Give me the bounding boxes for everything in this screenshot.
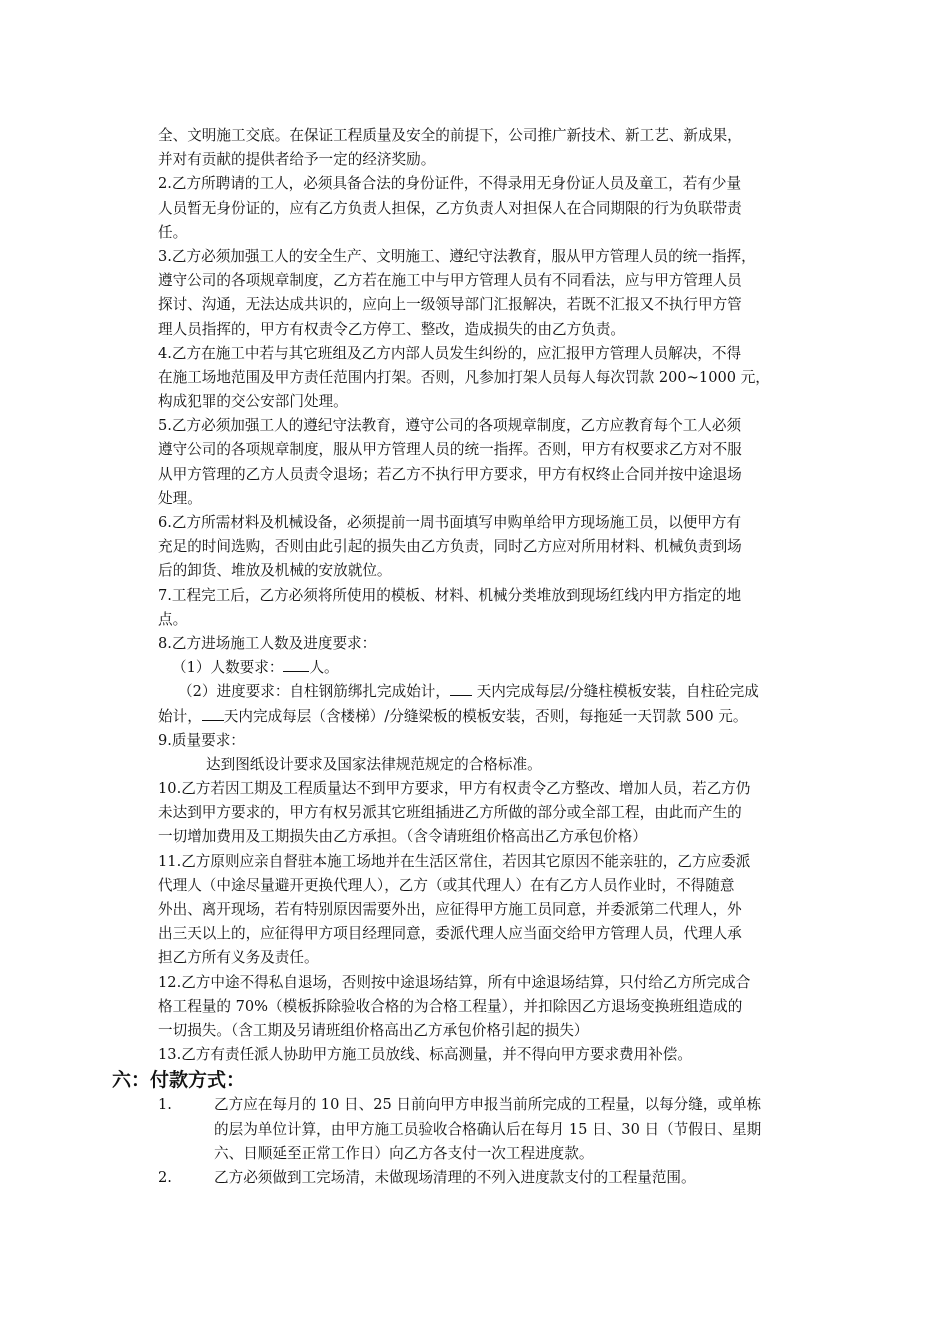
contract-clauses-part2 [158, 777, 838, 1067]
progress-requirement-line1 [158, 680, 838, 704]
paragraph-line: 13.乙方有责任派人协助甲方施工员放线、标高测量，并不得向甲方要求费用补偿。 [158, 1046, 692, 1064]
payment-item-number: 1. [158, 1096, 172, 1114]
paragraph-line: 充足的时间选购，否则由此引起的损失由乙方负责，同时乙方应对所用材料、机械负责到场 [158, 538, 742, 556]
paragraph-line: 点。 [158, 610, 188, 628]
payment-item-number: 2. [158, 1168, 172, 1186]
people-blank [283, 656, 309, 672]
people-requirement-label: （1）人数要求： [172, 659, 284, 677]
progress-requirement-prefix-2: 始计， [158, 707, 202, 725]
paragraph-line: 遵守公司的各项规章制度，服从甲方管理人员的统一指挥。否则，甲方有权要求乙方对不服 [158, 441, 742, 459]
paragraph-line: 一切增加费用及工期损失由乙方承担。（含令请班组价格高出乙方承包价格） [158, 828, 647, 846]
paragraph-line: 任。 [158, 223, 188, 241]
payment-item-line: 的层为单位计算，由甲方施工员验收合格确认后在每月 15 日、30 日（节假日、星期 [214, 1120, 762, 1138]
progress-requirement-line2 [158, 705, 838, 729]
section-title-payment: 六：付款方式： [112, 1069, 246, 1092]
paragraph-line: 从甲方管理的乙方人员责令退场；若乙方不执行甲方要求，甲方有权终止合同并按中途退场 [158, 465, 742, 483]
payment-item-line: 乙方应在每月的 10 日、25 日前向甲方申报当前所完成的工程量，以每分缝，或单栋 [214, 1096, 762, 1114]
payment-item [158, 1093, 838, 1166]
quality-standard: 达到图纸设计要求及国家法律规范规定的合格标准。 [206, 755, 542, 773]
paragraph-line: 8.乙方进场施工人数及进度要求： [158, 634, 377, 652]
paragraph-line: 出三天以上的，应征得甲方项目经理同意，委派代理人应当面交给甲方管理人员，代理人承 [158, 925, 742, 943]
progress-requirement-label: （2）进度要求：自柱钢筋绑扎完成始计， [178, 683, 450, 701]
paragraph-line: 理人员指挥的，甲方有权责令乙方停工、整改，造成损失的由乙方负责。 [158, 320, 626, 338]
paragraph-line: 并对有贡献的提供者给予一定的经济奖励。 [158, 151, 436, 169]
paragraph-line: 遵守公司的各项规章制度，乙方若在施工中与甲方管理人员有不同看法，应与甲方管理人员 [158, 272, 742, 290]
paragraph-line: 人员暂无身份证的，应有乙方负责人担保，乙方负责人对担保人在合同期限的行为负联带责 [158, 199, 742, 217]
paragraph-line: 探讨、沟通，无法达成共识的，应向上一级领导部门汇报解决，若既不汇报又不执行甲方管 [158, 296, 742, 314]
paragraph-line: 代理人（中途尽量避开更换代理人），乙方（或其代理人）在有乙方人员作业时，不得随意 [158, 876, 735, 894]
progress-blank-2 [202, 705, 224, 721]
payment-item-line: 乙方必须做到工完场清，未做现场清理的不列入进度款支付的工程量范围。 [214, 1168, 696, 1186]
paragraph-line: 7.工程完工后，乙方必须将所使用的模板、材料、机械分类堆放到现场红线内甲方指定的地 [158, 586, 742, 604]
paragraph-line: 在施工场地范围及甲方责任范围内打架。否则，凡参加打架人员每人每次罚款 200~1000 元， [158, 368, 770, 386]
contract-clauses-part1 [158, 124, 838, 656]
document-page [112, 124, 838, 1190]
paragraph-line: 3.乙方必须加强工人的安全生产、文明施工、遵纪守法教育，服从甲方管理人员的统一指挥， [158, 247, 756, 265]
progress-requirement-text-2: 天内完成每层（含楼梯）/分缝梁板的模板安装，否则，每拖延一天罚款 500 元。 [223, 707, 748, 725]
payment-item-text [214, 1093, 838, 1166]
paragraph-line: 5.乙方必须加强工人的遵纪守法教育，遵守公司的各项规章制度，乙方应教育每个工人必须 [158, 417, 742, 435]
paragraph-line: 处理。 [158, 489, 202, 507]
paragraph-line: 6.乙方所需材料及机械设备，必须提前一周书面填写申购单给甲方现场施工员，以便甲方有 [158, 514, 742, 531]
paragraph-line: 全、文明施工交底。在保证工程质量及安全的前提下，公司推广新技术、新工艺、新成果， [158, 127, 742, 144]
paragraph-line: 12.乙方中途不得私自退场，否则按中途退场结算，所有中途退场结算，只付给乙方所完成合 [158, 973, 751, 991]
payment-items [158, 1093, 838, 1190]
progress-requirement-text-1: 天内完成每层/分缝柱模板安装，自柱砼完成 [471, 683, 759, 701]
paragraph-line: 10.乙方若因工期及工程质量达不到甲方要求，甲方有权责令乙方整改、增加人员，若乙方仍 [158, 780, 751, 798]
paragraph-line: 格工程量的 70%（模板拆除验收合格的为合格工程量），并扣除因乙方退场变换班组造成的 [158, 997, 743, 1015]
payment-item-line: 六、日顺延至正常工作日）向乙方各支付一次工程进度款。 [214, 1144, 594, 1162]
quality-title: 9.质量要求： [158, 731, 245, 749]
paragraph-line: 构成犯罪的交公安部门处理。 [158, 393, 348, 411]
paragraph-line: 外出、离开现场，若有特别原因需要外出，应征得甲方施工员同意，并委派第二代理人，外 [158, 901, 742, 918]
people-requirement-suffix: 人。 [309, 659, 339, 677]
payment-item [158, 1166, 838, 1190]
paragraph-line: 4.乙方在施工中若与其它班组及乙方内部人员发生纠纷的，应汇报甲方管理人员解决，不得 [158, 344, 742, 362]
paragraph-line: 11.乙方原则应亲自督驻本施工场地并在生活区常住，若因其它原因不能亲驻的，乙方应委派 [158, 852, 751, 870]
paragraph-line: 后的卸货、堆放及机械的安放就位。 [158, 562, 392, 580]
paragraph-line: 一切损失。（含工期及另请班组价格高出乙方承包价格引起的损失） [158, 1021, 589, 1039]
paragraph-line: 担乙方所有义务及责任。 [158, 949, 319, 967]
paragraph-line: 未达到甲方要求的，甲方有权另派其它班组插进乙方所做的部分或全部工程，由此而产生的 [158, 804, 742, 822]
payment-item-text [214, 1166, 838, 1190]
progress-blank-1 [450, 680, 472, 696]
people-requirement [158, 656, 838, 680]
paragraph-line: 2.乙方所聘请的工人，必须具备合法的身份证件，不得录用无身份证人员及童工，若有少量 [158, 175, 742, 193]
